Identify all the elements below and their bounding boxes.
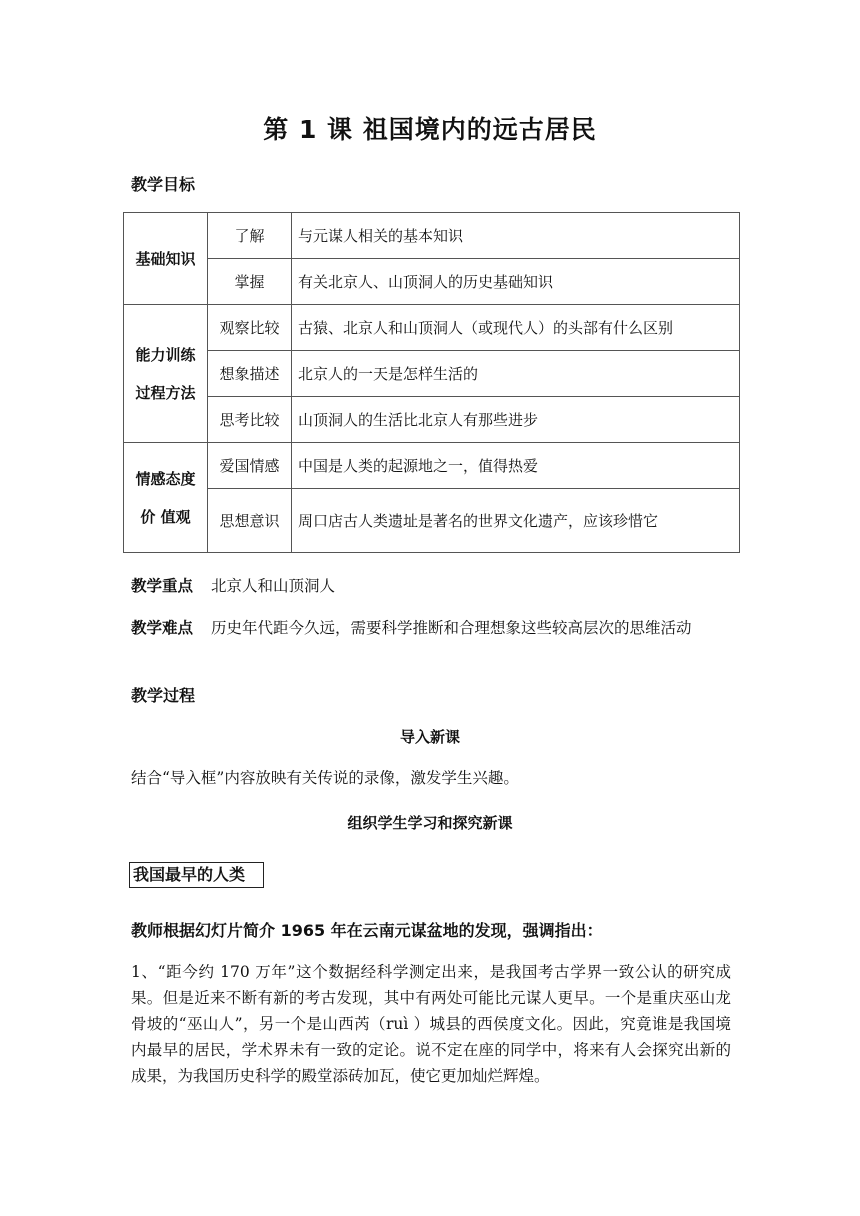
subcategory-cell: 爱国情感 xyxy=(208,443,292,489)
difficulty-line xyxy=(131,616,731,640)
table-row xyxy=(124,443,740,489)
category-line: 情感态度 xyxy=(135,469,196,488)
key-point-label: 教学重点 xyxy=(131,577,194,595)
paragraph-1: 1、“距今约 170 万年”这个数据经科学测定出来，是我国考古学界一致公认的研究成果。但是近来不断有新的考古发现，其中有两处可能比元谋人更早。一个是重庆巫山龙骨坡的“巫山人”，另一个是山西芮（ruì ）城县的西侯度文化。因此，究竟谁是我国境内最早的居民，学术界未有一致的定论。说不定在座的同学中，将来有人会探究出新的成果，为我国历史科学的殿堂添砖加瓦，使它更加灿烂辉煌。 xyxy=(131,963,731,1085)
category-ability-process xyxy=(124,305,208,443)
category-line: 过程方法 xyxy=(135,383,196,402)
section-box-title: 我国最早的人类 xyxy=(129,862,264,888)
intro-heading: 导入新课 xyxy=(399,728,460,746)
category-basic-knowledge: 基础知识 xyxy=(124,213,208,305)
process-heading: 教学过程 xyxy=(131,686,196,705)
table-row xyxy=(124,213,740,259)
table-row xyxy=(124,489,740,553)
category-line: 价 值观 xyxy=(140,507,191,526)
key-point-line xyxy=(131,574,731,598)
difficulty-text: 历史年代距今久远，需要科学推断和合理想象这些较高层次的思维活动 xyxy=(211,619,692,637)
category-line: 能力训练 xyxy=(135,345,196,364)
goals-heading: 教学目标 xyxy=(131,175,196,194)
category-emotion-values xyxy=(124,443,208,553)
table-row xyxy=(124,397,740,443)
intro-text: 结合“导入框”内容放映有关传说的录像，激发学生兴趣。 xyxy=(131,769,519,787)
teaching-goals-table xyxy=(123,212,740,553)
table-row xyxy=(124,351,740,397)
subcategory-cell: 想象描述 xyxy=(208,351,292,397)
description-cell: 中国是人类的起源地之一，值得热爱 xyxy=(292,443,740,489)
difficulty-label: 教学难点 xyxy=(131,619,194,637)
lesson-title: 第 1 课 祖国境内的远古居民 xyxy=(263,115,597,144)
subcategory-cell: 掌握 xyxy=(208,259,292,305)
table-row xyxy=(124,259,740,305)
subcategory-cell: 思想意识 xyxy=(208,489,292,553)
explore-heading: 组织学生学习和探究新课 xyxy=(347,814,513,832)
subcategory-cell: 思考比较 xyxy=(208,397,292,443)
subcategory-cell: 了解 xyxy=(208,213,292,259)
key-point-text: 北京人和山顶洞人 xyxy=(211,577,336,595)
description-cell: 北京人的一天是怎样生活的 xyxy=(292,351,740,397)
teacher-instruction: 教师根据幻灯片简介 1965 年在云南元谋盆地的发现，强调指出： xyxy=(131,921,603,940)
subcategory-cell: 观察比较 xyxy=(208,305,292,351)
description-cell: 古猿、北京人和山顶洞人（或现代人）的头部有什么区别 xyxy=(292,305,740,351)
description-cell: 周口店古人类遗址是著名的世界文化遗产，应该珍惜它 xyxy=(292,489,740,553)
table-row xyxy=(124,305,740,351)
description-cell: 山顶洞人的生活比北京人有那些进步 xyxy=(292,397,740,443)
description-cell: 有关北京人、山顶洞人的历史基础知识 xyxy=(292,259,740,305)
description-cell: 与元谋人相关的基本知识 xyxy=(292,213,740,259)
